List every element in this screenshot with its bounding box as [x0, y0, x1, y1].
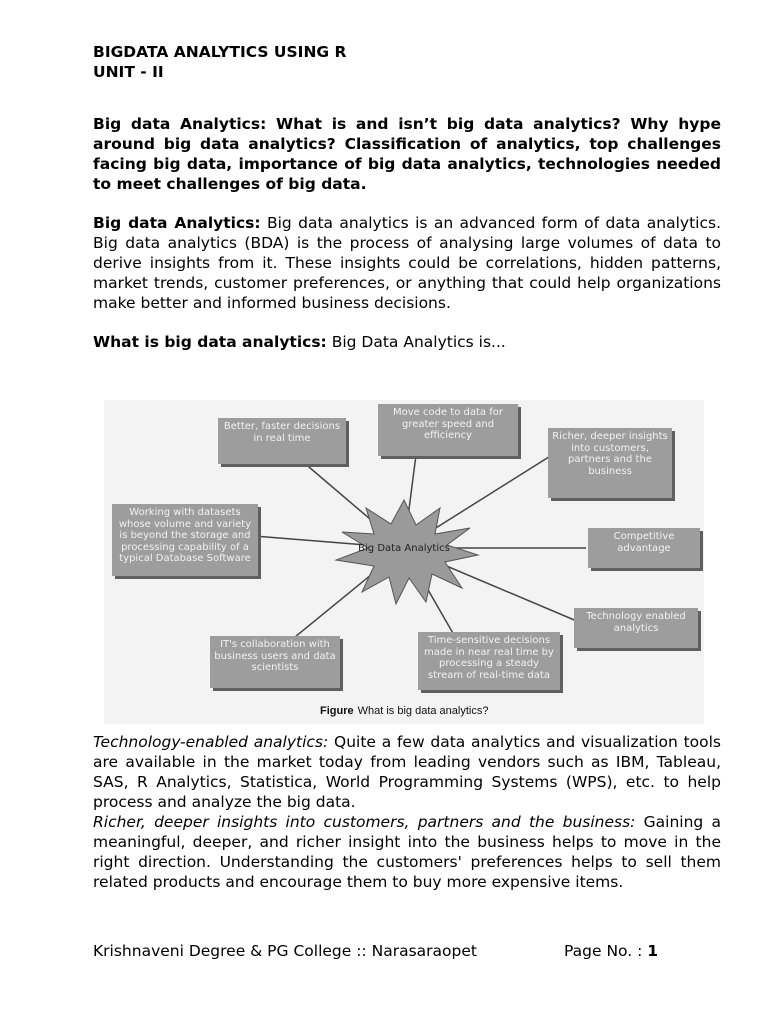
- unit-label: UNIT - II: [93, 63, 164, 81]
- section-text: Big data analytics is an advanced form of data analytics. Big data analytics (BDA) is the process of analysing large volumes of data to derive insights from it. These insights could be correlations, hidden patterns, market trends, customer preferences, or anything that could help organizations make better and informed business decisions.: [93, 214, 721, 312]
- figure-box-competitive-advantage: Competitive advantage: [588, 528, 700, 568]
- section-big-data-analytics: [93, 213, 721, 313]
- page-number: 1: [647, 942, 659, 960]
- figure-box-richer-insights: Richer, deeper insights into customers, partners and the business: [548, 428, 672, 498]
- figure-box-technology-enabled: Technology enabled analytics: [574, 608, 698, 648]
- big-data-analytics-figure: [104, 400, 704, 724]
- page-body: [93, 42, 721, 352]
- intro-paragraph: Big data Analytics: What is and isn’t big data analytics? Why hype around big data analytics? Classification of analytics, top challenges facing big data, importance of big data analytics, technologies needed to meet challenges of big data.: [93, 115, 721, 193]
- section-richer-insights: [93, 812, 721, 892]
- section-label: Richer, deeper insights into customers, partners and the business:: [93, 813, 636, 831]
- section-label: What is big data analytics:: [93, 333, 327, 351]
- figure-center-label: Big Data Analytics: [358, 543, 450, 554]
- footer-college: Krishnaveni Degree & PG College :: Narasaraopet: [93, 942, 477, 960]
- section-label: Big data Analytics:: [93, 214, 261, 232]
- figure-box-move-code: Move code to data for greater speed and efficiency: [378, 404, 518, 456]
- section-technology-enabled: [93, 732, 721, 812]
- figure-caption: [320, 705, 488, 717]
- figure-caption-text: What is big data analytics?: [357, 705, 489, 717]
- section-what-is: [93, 332, 721, 352]
- footer-page-number: [564, 941, 658, 961]
- section-text: Gaining a meaningful, deeper, and richer insight into the business helps to move in the right direction. Understanding the customers' preferences helps to sell them related products and encourage them to buy more expensive items.: [93, 813, 721, 891]
- figure-box-working-with-datasets: Working with datasets whose volume and variety is beyond the storage and processing capability of a typical Database Software: [112, 504, 258, 576]
- page-footer: [93, 941, 721, 961]
- figure-caption-label: Figure: [320, 705, 354, 717]
- section-text: Big Data Analytics is...: [326, 333, 506, 351]
- document-title: BIGDATA ANALYTICS USING R: [93, 43, 347, 61]
- page-label: Page No. :: [564, 942, 648, 960]
- figure-box-time-sensitive: Time-sensitive decisions made in near real time by processing a steady stream of real-time data: [418, 632, 560, 690]
- section-text: Quite a few data analytics and visualization tools are available in the market today from leading vendors such as IBM, Tableau, SAS, R Analytics, Statistica, World Programming Systems (WPS), etc. to help process and analyze the big data.: [93, 733, 721, 811]
- figure-box-it-collaboration: IT's collaboration with business users and data scientists: [210, 636, 340, 688]
- section-label: Technology-enabled analytics:: [93, 733, 329, 751]
- figure-box-faster-decisions: Better, faster decisions in real time: [218, 418, 346, 464]
- page-body-continued: [93, 732, 721, 892]
